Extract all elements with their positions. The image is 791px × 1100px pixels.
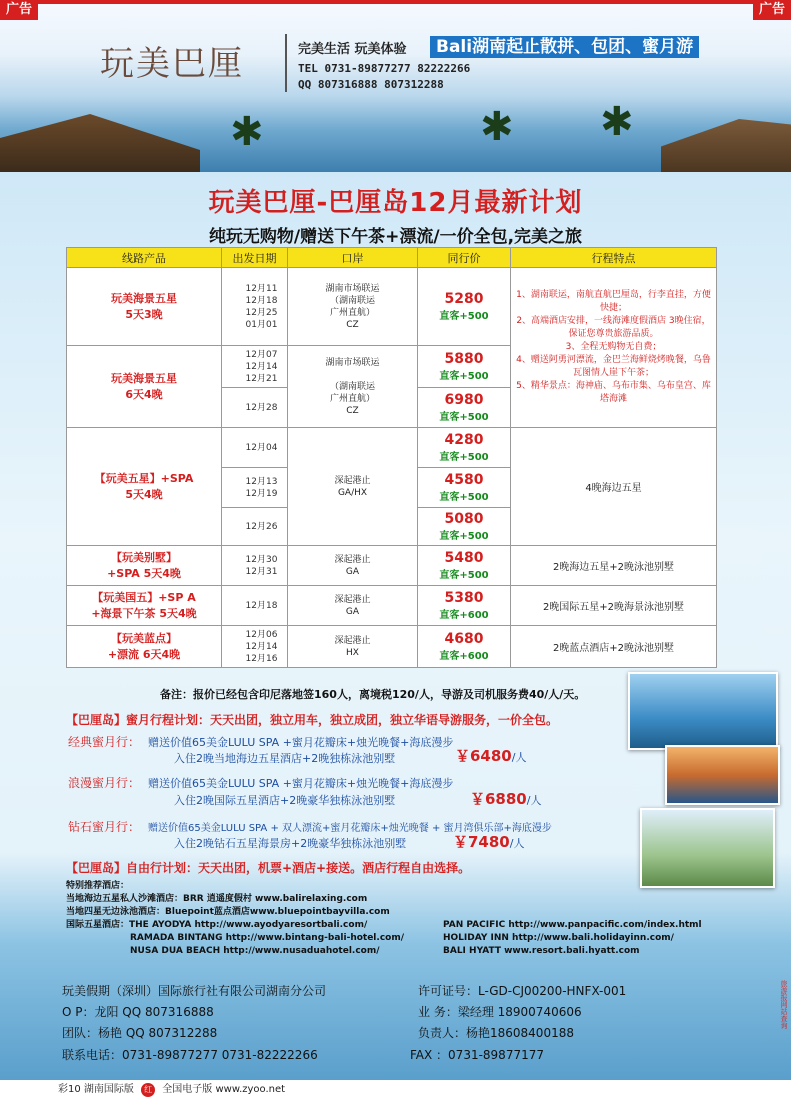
direct-price: 直客+600 [439,651,489,662]
direct-price: 直客+500 [439,570,489,581]
direct-price: 直客+500 [439,452,489,463]
honeymoon-plan-line: 赠送价值65美金LULU SPA + 双人漂流+蜜月花瓣床+烛光晚餐 + 蜜月湾俱乐部+海底漫步 [148,823,552,834]
date-cell: 12月13 12月19 [222,468,288,508]
price: 5080 [444,511,484,527]
footer-fax: FAX ：0731-89877177 [410,1048,544,1062]
hotel-line: HOLIDAY INN http://www.bali.holidayinn.com/ [443,933,674,943]
price-value: ￥6880 [470,790,527,808]
price-cell [418,268,511,346]
honeymoon-plan-label: 钻石蜜月行： [68,820,141,834]
product-cell: 【玩美别墅】 +SPA 5天4晚 [67,546,222,586]
port-cell: 深起港止 HX [288,626,418,668]
honeymoon-plan-line: 入住2晚钻石五星海景房+2晚豪华独栋泳池别墅 [174,837,407,850]
price-cell [418,586,511,626]
price: 5880 [444,351,484,367]
honeymoon-price [455,745,526,766]
ad-tag-right: 广告 [753,0,791,20]
price-cell [418,346,511,388]
honeymoon-plan-label: 经典蜜月行： [68,735,141,749]
sub-title: 纯玩无购物/赠送下午茶+漂流/一价全包,完美之旅 [208,227,583,247]
col-header: 行程特点 [511,248,717,268]
photo-pool-sunset [665,745,780,805]
direct-price: 直客+500 [439,531,489,542]
honeymoon-plan-line: 入住2晚当地海边五星酒店+2晚独栋泳池别墅 [174,752,396,765]
photo-wedding-gazebo [640,808,775,888]
price-cell [418,626,511,668]
date-cell: 12月04 [222,428,288,468]
price: 5380 [444,590,484,606]
port-cell: 湖南市场联运 （湖南联运 广州直航） CZ [288,346,418,428]
palm-icon: ✱ [600,99,634,145]
feature-cell: 2晚海边五星+2晚泳池别墅 [511,546,717,586]
free-travel-title: 【巴厘岛】自由行计划：天天出团，机票+酒店+接送。酒店行程自由选择。 [66,861,471,875]
slogan: 完美生活 玩美体验 [298,42,407,57]
roof-left [0,114,200,174]
header-banner [0,4,791,172]
price-cell [418,468,511,508]
hotel-list [66,880,404,958]
feature-cell: 1、湖南联运，南航直航巴厘岛，行李直挂，方便快捷； 2、高端酒店安排，一线海滩度假酒店 3晚住宿，保证您尊贵旅游品质。 3、全程无购物无自费； 4、赠送阿勇河漂流，金巴兰海鲜烧烤晚餐，乌鲁瓦图情人崖下午茶； 5、精华景点：海神庙、乌布市集、乌布皇宫、库塔海滩 [511,268,717,428]
footer-biz: 业 务：梁经理 18900740606 [418,1005,582,1019]
product-cell: 【玩美五星】+SPA 5天4晚 [67,428,222,546]
price-unit: /人 [526,794,542,807]
honeymoon-plan-line: 入住2晚国际五星酒店+2晚豪华独栋泳池别墅 [174,794,396,807]
table-row [67,268,717,346]
header-qq: QQ 807316888 807312288 [298,78,444,91]
date-cell: 12月07 12月14 12月21 [222,346,288,388]
badge-icon: 红 [141,1083,155,1097]
direct-price: 直客+500 [439,492,489,503]
header-divider [285,34,287,92]
feature-cell: 2晚蓝点酒店+2晚泳池别墅 [511,626,717,668]
price-unit: /人 [511,751,527,764]
hotel-line: PAN PACIFIC http://www.panpacific.com/index.html [443,920,702,930]
direct-price: 直客+600 [439,610,489,621]
hotel-list-right [443,919,702,958]
price-cell [418,546,511,586]
date-cell: 12月28 [222,388,288,428]
hotel-line: 当地海边五星私人沙滩酒店：BRR 逍遥度假村 www.balirelaxing.com [66,894,368,904]
product-cell: 【玩美国五】+SP A +海景下午茶 5天4晚 [67,586,222,626]
roof-right [661,119,791,174]
port-cell: 深起港止 GA/HX [288,428,418,546]
price: 5280 [444,291,484,307]
header-headline: Bali湖南起止散拼、包团、蜜月游 [430,36,699,58]
side-vertical-text: 旅游报网站查询 [780,980,788,1029]
hotel-line: BALI HYATT www.resort.bali.hyatt.com [443,946,640,956]
honeymoon-price [470,788,541,809]
site-link[interactable]: 全国电子版 www.zyoo.net [162,1084,286,1095]
table-row [67,626,717,668]
feature-cell: 4晚海边五星 [511,428,717,546]
footer-op: O P：龙阳 QQ 807316888 [62,1005,214,1019]
date-cell: 12月26 [222,508,288,546]
feature-cell: 2晚国际五星+2晚海景泳池别墅 [511,586,717,626]
price: 6980 [444,392,484,408]
header-tel: TEL 0731-89877277 82222266 [298,62,471,75]
price-cell [418,388,511,428]
col-header: 口岸 [288,248,418,268]
direct-price: 直客+500 [439,371,489,382]
footer-team: 团队：杨艳 QQ 807312288 [62,1026,218,1040]
date-cell: 12月18 [222,586,288,626]
hotel-line: RAMADA BINTANG http://www.bintang-bali-hotel.com/ [130,933,404,943]
product-cell: 玩美海景五星 5天3晚 [67,268,222,346]
price-cell [418,428,511,468]
main-title: 玩美巴厘-巴厘岛12月最新计划 [208,188,583,218]
date-cell: 12月06 12月14 12月16 [222,626,288,668]
hotel-line: NUSA DUA BEACH http://www.nusaduahotel.com/ [130,946,380,956]
honeymoon-title: 【巴厘岛】蜜月行程计划：天天出团，独立用车，独立成团，独立华语导游服务，一价全包。 [66,713,559,727]
price: 4280 [444,432,484,448]
table-row [67,428,717,468]
price-note: 备注：报价已经包含印尼落地签160人，离境税120/人，导游及司机服务费40/人/天。 [160,688,586,701]
product-cell: 玩美海景五星 6天4晚 [67,346,222,428]
product-cell: 【玩美蓝点】 +漂流 6天4晚 [67,626,222,668]
page-number: 彩10 湖南国际版 [58,1084,134,1095]
photo-beach-couple [628,672,778,750]
itinerary-table [66,247,717,668]
port-cell: 深起港止 GA [288,546,418,586]
footer-license: 许可证号：L-GD-CJ00200-HNFX-001 [418,984,627,998]
logo-text: 玩美巴厘 [100,44,244,84]
honeymoon-plan-line: 赠送价值65美金LULU SPA +蜜月花瓣床+烛光晚餐+海底漫步 [148,777,454,790]
price: 4680 [444,631,484,647]
price: 5480 [444,550,484,566]
date-cell: 12月30 12月31 [222,546,288,586]
col-header: 线路产品 [67,248,222,268]
palm-icon: ✱ [230,109,264,155]
table-row [67,586,717,626]
direct-price: 直客+500 [439,311,489,322]
ad-tag-left: 广告 [0,0,38,20]
port-cell: 深起港止 GA [288,586,418,626]
footer-phone: 联系电话：0731-89877277 0731-82222266 [62,1048,318,1062]
bottom-bar [0,1080,791,1100]
price-value: ￥7480 [453,833,510,851]
price-cell [418,508,511,546]
hotel-line: 国际五星酒店：THE AYODYA http://www.ayodyaresortbali.com/ [66,920,368,930]
footer-boss: 负责人：杨艳18608400188 [418,1026,574,1040]
date-cell: 12月11 12月18 12月25 01月01 [222,268,288,346]
honeymoon-price [453,831,524,852]
hotel-title: 特别推荐酒店： [66,881,130,891]
price: 4580 [444,472,484,488]
col-header: 同行价 [418,248,511,268]
port-cell: 湖南市场联运 （湖南联运 广州直航） CZ [288,268,418,346]
table-row [67,546,717,586]
price-value: ￥6480 [455,747,512,765]
honeymoon-plan-line: 赠送价值65美金LULU SPA +蜜月花瓣床+烛光晚餐+海底漫步 [148,736,454,749]
direct-price: 直客+500 [439,412,489,423]
hotel-line: 当地四星无边泳池酒店：Bluepoint蓝点酒店www.bluepointbayvilla.com [66,907,390,917]
col-header: 出发日期 [222,248,288,268]
honeymoon-plan-label: 浪漫蜜月行： [68,776,141,790]
palm-icon: ✱ [480,104,514,150]
price-unit: /人 [509,837,525,850]
footer-company: 玩美假期（深圳）国际旅行社有限公司湖南分公司 [62,984,327,998]
